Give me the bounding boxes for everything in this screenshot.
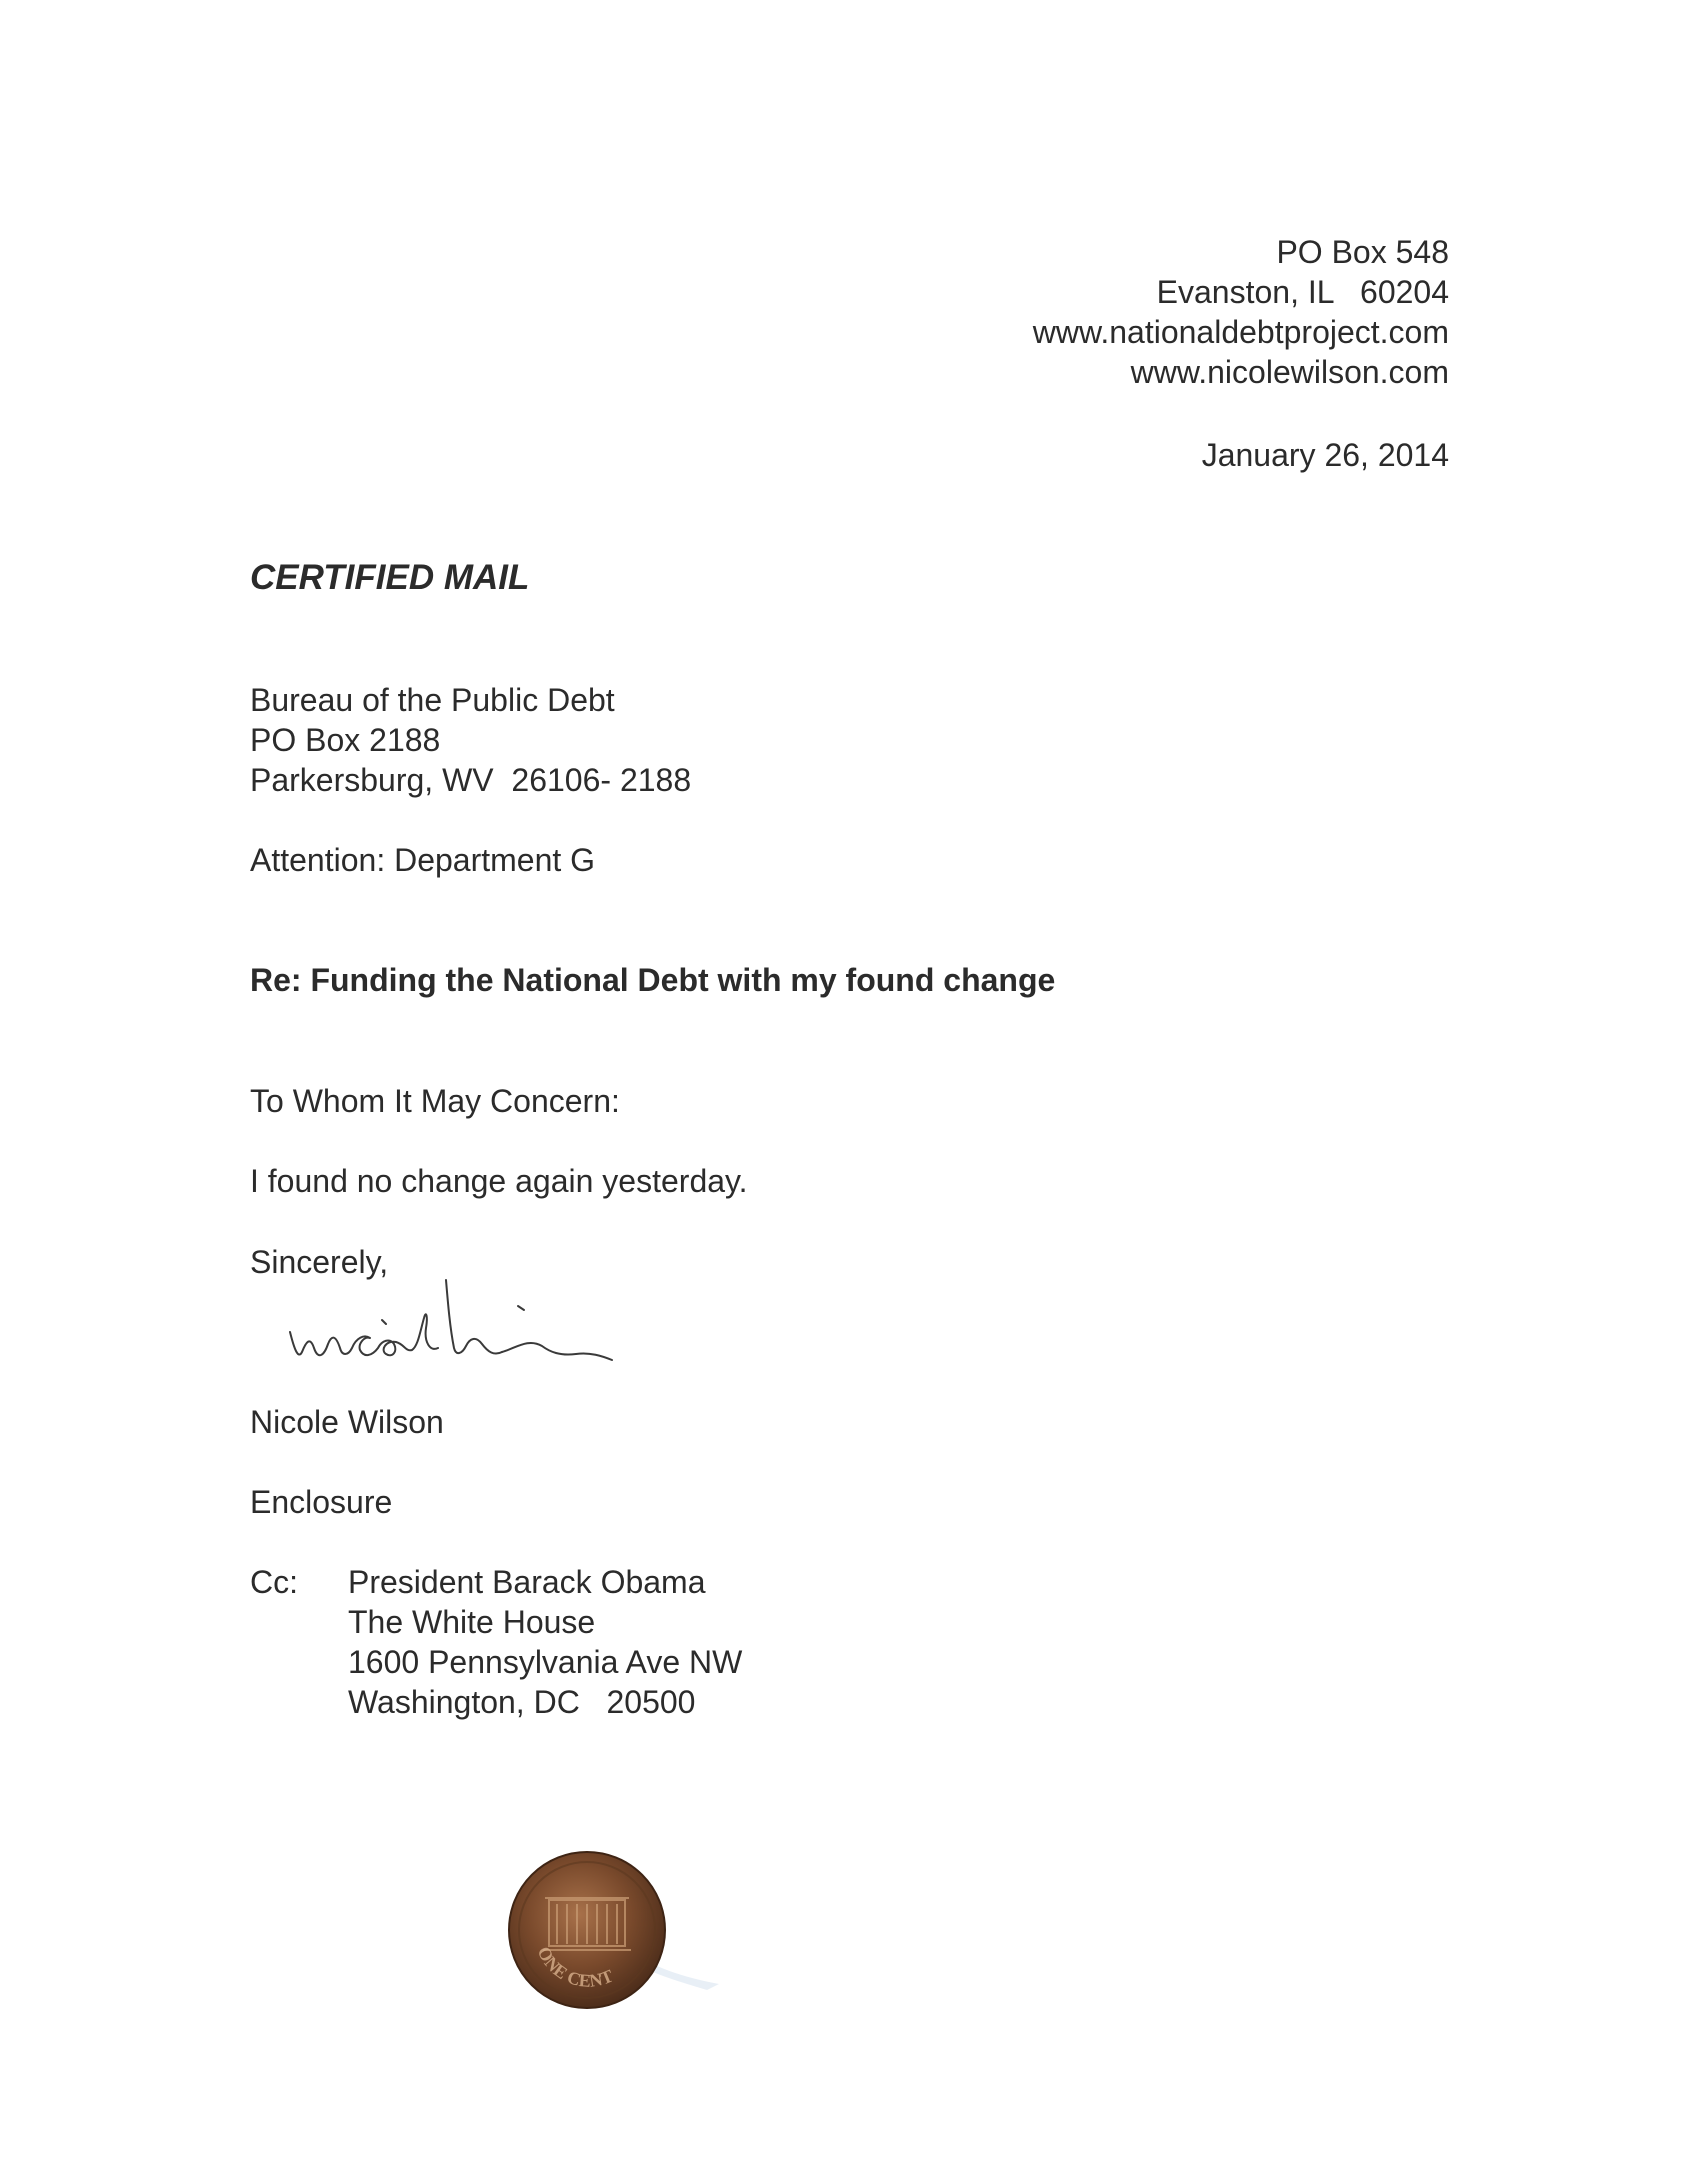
salutation: To Whom It May Concern: (250, 1083, 620, 1119)
subject-line: Re: Funding the National Debt with my found change (250, 962, 1056, 998)
cc-address-line: Washington, DC 20500 (348, 1684, 696, 1720)
signer-name: Nicole Wilson (250, 1404, 444, 1440)
cc-address-line: The White House (348, 1604, 596, 1640)
cc-address-line: 1600 Pennsylvania Ave NW (348, 1644, 743, 1680)
sender-website-line: www.nicolewilson.com (1130, 354, 1449, 390)
recipient-address-line: PO Box 2188 (250, 722, 441, 758)
letter-date: January 26, 2014 (1201, 437, 1449, 473)
closing: Sincerely, (250, 1244, 389, 1280)
sender-address-line: Evanston, IL 60204 (1156, 274, 1449, 310)
cc-label: Cc: (250, 1564, 298, 1600)
cc-address-block (348, 1562, 742, 1722)
letter-body: I found no change again yesterday. (250, 1163, 748, 1199)
recipient-address-line: Bureau of the Public Debt (250, 682, 615, 718)
enclosure-note: Enclosure (250, 1484, 393, 1520)
sender-address-block (1033, 232, 1449, 392)
handwritten-signature (280, 1252, 680, 1382)
coin-inscription: ONE CENT (533, 1943, 616, 1991)
recipient-address-line: Parkersburg, WV 26106- 2188 (250, 762, 692, 798)
attention-line: Attention: Department G (250, 842, 596, 878)
sender-address-line: PO Box 548 (1276, 234, 1449, 270)
recipient-address-block (250, 680, 691, 800)
mail-type-heading: CERTIFIED MAIL (250, 558, 530, 597)
penny-coin-image (507, 1848, 727, 2013)
cc-address-line: President Barack Obama (348, 1564, 706, 1600)
sender-website-line: www.nationaldebtproject.com (1032, 314, 1449, 350)
